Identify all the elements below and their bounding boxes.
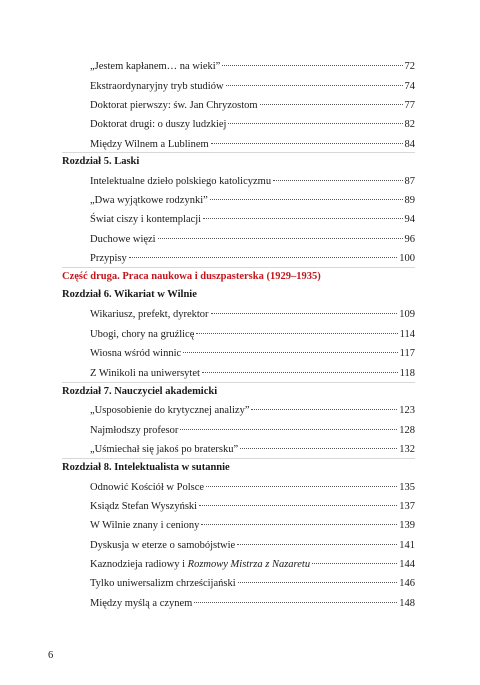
toc-entry-page: 109 — [399, 309, 415, 320]
dot-leader — [202, 372, 398, 373]
toc-entry-page: 139 — [399, 520, 415, 531]
toc-entry-title-part: Kaznodzieja radiowy i — [90, 559, 188, 570]
section-divider — [62, 152, 415, 153]
toc-entry-page: 146 — [399, 578, 415, 589]
toc-entry-page: 141 — [399, 540, 415, 551]
chapter-heading: Rozdział 6. Wikariat w Wilnie — [62, 289, 197, 300]
page-number: 6 — [48, 650, 54, 661]
toc-entry-title: Tylko uniwersalizm chrześcijański — [90, 578, 236, 589]
dot-leader — [158, 238, 403, 239]
toc-entry-page: 96 — [404, 234, 415, 245]
toc-entry — [90, 404, 415, 418]
toc-entry-page: 94 — [404, 214, 415, 225]
toc-entry-title: „Uśmiechał się jakoś po bratersku” — [90, 444, 239, 455]
toc-entry-page: 72 — [404, 61, 415, 72]
toc-entry-title: Doktorat drugi: o duszy ludzkiej — [90, 119, 227, 130]
toc-entry-title: Duchowe więzi — [90, 234, 156, 245]
chapter-heading: Rozdział 5. Laski — [62, 156, 140, 167]
toc-entry — [90, 481, 415, 495]
toc-entry — [90, 519, 415, 533]
toc-entry-page: 77 — [404, 100, 415, 111]
toc-entry-page: 132 — [399, 444, 415, 455]
dot-leader — [211, 143, 403, 144]
dot-leader — [199, 505, 397, 506]
toc-entry-title: Odnowić Kościół w Polsce — [90, 482, 205, 493]
toc-entry-title: Najmłodszy profesor — [90, 425, 179, 436]
toc-entry-page: 89 — [404, 195, 415, 206]
toc-entry — [90, 347, 415, 361]
toc-entry — [90, 80, 415, 94]
toc-entry-title: Między Wilnem a Lublinem — [90, 139, 209, 150]
toc-entry-title: Przypisy — [90, 253, 127, 264]
toc-entry — [90, 500, 415, 514]
toc-entry-title: „Usposobienie do krytycznej analizy” — [90, 405, 250, 416]
toc-entry-title: Intelektualne dzieło polskiego katolicyzmu — [90, 176, 272, 187]
dot-leader — [237, 544, 397, 545]
toc-entry-page: 148 — [399, 598, 415, 609]
section-divider — [62, 382, 415, 383]
toc-entry — [90, 539, 415, 553]
section-divider — [62, 267, 415, 268]
toc-entry — [90, 118, 415, 132]
dot-leader — [206, 486, 397, 487]
dot-leader — [273, 180, 402, 181]
toc-entry — [90, 175, 415, 189]
toc-entry-page: 100 — [399, 253, 415, 264]
dot-leader — [203, 218, 402, 219]
dot-leader — [183, 352, 397, 353]
toc-entry-page: 137 — [399, 501, 415, 512]
toc-entry-page: 114 — [399, 329, 415, 340]
toc-entry — [90, 443, 415, 457]
toc-entry-page: 118 — [399, 368, 415, 379]
chapter-heading: Rozdział 7. Nauczyciel akademicki — [62, 386, 218, 397]
dot-leader — [240, 448, 397, 449]
toc-entry-title: Świat ciszy i kontemplacji — [90, 214, 202, 225]
dot-leader — [210, 199, 403, 200]
toc-entry — [90, 138, 415, 152]
toc-entry-title: W Wilnie znany i ceniony — [90, 520, 200, 531]
dot-leader — [180, 429, 397, 430]
toc-entry — [90, 60, 415, 74]
toc-entry — [90, 577, 415, 591]
toc-entry-title: Ekstraordynaryjny tryb studiów — [90, 81, 224, 92]
toc-entry-title: Ubogi, chory na gruźlicę — [90, 329, 195, 340]
toc-entry-title: Między myślą a czynem — [90, 598, 193, 609]
toc-entry-page: 74 — [404, 81, 415, 92]
toc-entry — [90, 328, 415, 342]
dot-leader — [194, 602, 397, 603]
toc-entry-title: Wiosna wśród winnic — [90, 348, 182, 359]
toc-entry — [90, 424, 415, 438]
toc-entry-page: 123 — [399, 405, 415, 416]
toc-entry-title: Z Winikoli na uniwersytet — [90, 368, 200, 379]
toc-entry-title: Wikariusz, prefekt, dyrektor — [90, 309, 209, 320]
toc-entry — [90, 558, 415, 572]
toc-entry-title: Dyskusja w eterze o samobójstwie — [90, 540, 236, 551]
toc-entry — [90, 597, 415, 611]
dot-leader — [238, 582, 398, 583]
toc-entry-page: 128 — [399, 425, 415, 436]
section-divider — [62, 458, 415, 459]
toc-entry-page: 84 — [404, 139, 415, 150]
part-heading: Część druga. Praca naukowa i duszpasterska (1929–1935) — [62, 271, 321, 282]
dot-leader — [251, 409, 397, 410]
toc-entry-title — [90, 558, 310, 572]
toc-entry-title: Ksiądz Stefan Wyszyński — [90, 501, 198, 512]
toc-entry-page: 87 — [404, 176, 415, 187]
toc-entry-page: 82 — [404, 119, 415, 130]
dot-leader — [129, 257, 398, 258]
dot-leader — [312, 563, 397, 564]
dot-leader — [260, 104, 403, 105]
dot-leader — [211, 313, 398, 314]
toc-entry-title: „Dwa wyjątkowe rodzynki” — [90, 195, 208, 206]
dot-leader — [201, 524, 397, 525]
toc-entry — [90, 213, 415, 227]
toc-entry — [90, 252, 415, 266]
toc-entry — [90, 367, 415, 381]
toc-entry — [90, 194, 415, 208]
toc-entry-page: 135 — [399, 482, 415, 493]
chapter-heading: Rozdział 8. Intelektualista w sutannie — [62, 462, 230, 473]
toc-entry-page: 117 — [399, 348, 415, 359]
dot-leader — [196, 333, 397, 334]
toc-entry-title: „Jestem kapłanem… na wieki” — [90, 61, 221, 72]
toc-entry-title: Doktorat pierwszy: św. Jan Chryzostom — [90, 100, 258, 111]
toc-entry — [90, 99, 415, 113]
toc-entry-page: 144 — [399, 559, 415, 570]
dot-leader — [222, 65, 402, 66]
dot-leader — [228, 123, 402, 124]
toc-entry — [90, 308, 415, 322]
toc-entry — [90, 233, 415, 247]
toc-entry-title-italic: Rozmowy Mistrza z Nazaretu — [187, 559, 311, 570]
dot-leader — [226, 85, 403, 86]
